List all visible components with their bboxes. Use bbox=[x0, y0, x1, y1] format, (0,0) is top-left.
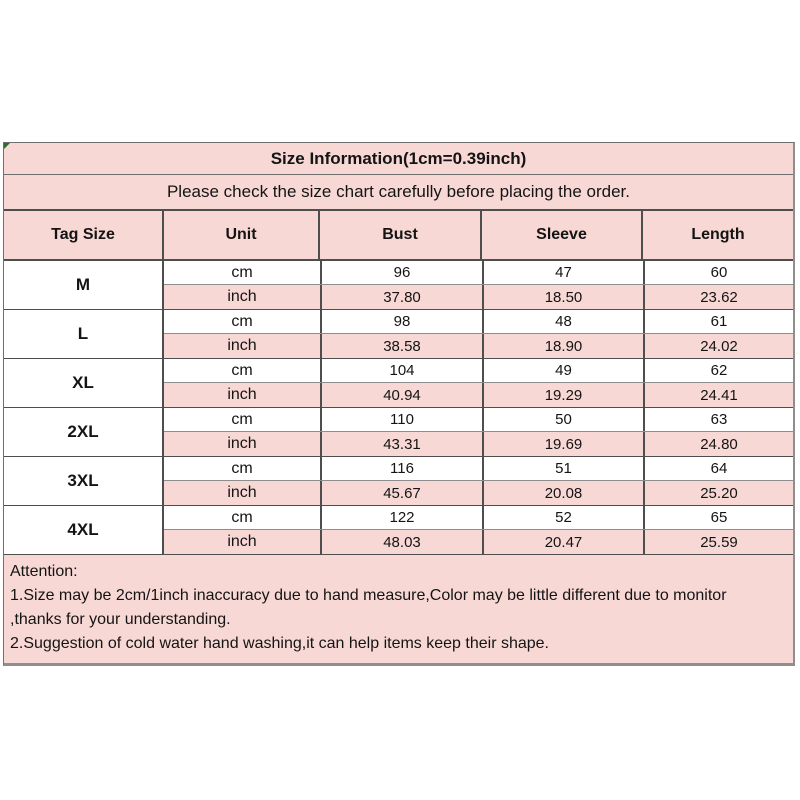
unit-cell: inch bbox=[227, 337, 257, 354]
inch-row bbox=[164, 285, 793, 309]
length-value: 24.41 bbox=[643, 383, 793, 407]
column-header-tag-size: Tag Size bbox=[51, 226, 115, 243]
inch-row bbox=[164, 481, 793, 505]
bust-value: 43.31 bbox=[320, 432, 482, 456]
attention-block bbox=[4, 555, 793, 663]
measurement-rows bbox=[162, 408, 793, 456]
sleeve-value: 52 bbox=[482, 506, 643, 529]
cm-row bbox=[164, 261, 793, 285]
cm-row bbox=[164, 310, 793, 334]
inch-row bbox=[164, 432, 793, 456]
sleeve-value: 20.47 bbox=[482, 530, 643, 554]
unit-cell: inch bbox=[227, 484, 257, 501]
sleeve-value: 20.08 bbox=[482, 481, 643, 505]
bust-value: 122 bbox=[320, 506, 482, 529]
length-value: 61 bbox=[643, 310, 793, 333]
bust-value: 40.94 bbox=[320, 383, 482, 407]
sleeve-value: 18.90 bbox=[482, 334, 643, 358]
attention-heading: Attention: bbox=[10, 563, 78, 580]
cm-row bbox=[164, 359, 793, 383]
length-value: 65 bbox=[643, 506, 793, 529]
sleeve-value: 48 bbox=[482, 310, 643, 333]
size-row-m bbox=[4, 261, 793, 310]
unit-cell: cm bbox=[231, 361, 253, 379]
tag-size-cell: 4XL bbox=[4, 506, 162, 554]
size-chart-table bbox=[3, 142, 795, 666]
measurement-rows bbox=[162, 457, 793, 505]
size-row-l bbox=[4, 310, 793, 359]
table-subtitle: Please check the size chart carefully before placing the order. bbox=[4, 175, 793, 211]
measurement-rows bbox=[162, 310, 793, 358]
column-header-length: Length bbox=[641, 211, 793, 259]
unit-cell: cm bbox=[231, 410, 253, 428]
size-row-2xl bbox=[4, 408, 793, 457]
sleeve-value: 49 bbox=[482, 359, 643, 382]
tag-size-cell: 2XL bbox=[4, 408, 162, 456]
bust-value: 37.80 bbox=[320, 285, 482, 309]
sleeve-value: 19.69 bbox=[482, 432, 643, 456]
bust-value: 98 bbox=[320, 310, 482, 333]
bust-value: 110 bbox=[320, 408, 482, 431]
cm-row bbox=[164, 408, 793, 432]
bust-value: 104 bbox=[320, 359, 482, 382]
length-value: 25.20 bbox=[643, 481, 793, 505]
unit-cell: cm bbox=[231, 459, 253, 477]
column-header-sleeve: Sleeve bbox=[480, 211, 641, 259]
attention-line-2: ,thanks for your understanding. bbox=[10, 611, 231, 628]
inch-row bbox=[164, 334, 793, 358]
unit-cell: cm bbox=[231, 312, 253, 330]
size-row-xl bbox=[4, 359, 793, 408]
measurement-rows bbox=[162, 506, 793, 554]
length-value: 25.59 bbox=[643, 530, 793, 554]
header-row bbox=[4, 211, 793, 261]
unit-cell: inch bbox=[227, 288, 257, 305]
bust-value: 116 bbox=[320, 457, 482, 480]
length-value: 64 bbox=[643, 457, 793, 480]
tag-size-cell: 3XL bbox=[4, 457, 162, 505]
length-value: 23.62 bbox=[643, 285, 793, 309]
measurement-rows bbox=[162, 359, 793, 407]
tag-size-cell: M bbox=[4, 261, 162, 309]
measurement-rows bbox=[162, 261, 793, 309]
cm-row bbox=[164, 457, 793, 481]
size-row-3xl bbox=[4, 457, 793, 506]
length-value: 60 bbox=[643, 261, 793, 284]
inch-row bbox=[164, 383, 793, 407]
table-title: Size Information(1cm=0.39inch) bbox=[4, 143, 793, 175]
length-value: 24.02 bbox=[643, 334, 793, 358]
tag-size-cell: L bbox=[4, 310, 162, 358]
unit-cell: inch bbox=[227, 533, 257, 550]
tag-size-cell: XL bbox=[4, 359, 162, 407]
bust-value: 48.03 bbox=[320, 530, 482, 554]
unit-cell: inch bbox=[227, 386, 257, 403]
unit-cell: inch bbox=[227, 435, 257, 452]
sleeve-value: 18.50 bbox=[482, 285, 643, 309]
length-value: 24.80 bbox=[643, 432, 793, 456]
unit-cell: cm bbox=[231, 508, 253, 526]
sleeve-value: 47 bbox=[482, 261, 643, 284]
length-value: 62 bbox=[643, 359, 793, 382]
inch-row bbox=[164, 530, 793, 554]
table-body bbox=[4, 261, 793, 555]
corner-artifact-icon bbox=[4, 143, 10, 149]
attention-line-3: 2.Suggestion of cold water hand washing,it can help items keep their shape. bbox=[10, 635, 549, 652]
bust-value: 96 bbox=[320, 261, 482, 284]
length-value: 63 bbox=[643, 408, 793, 431]
bust-value: 38.58 bbox=[320, 334, 482, 358]
bust-value: 45.67 bbox=[320, 481, 482, 505]
column-header-bust: Bust bbox=[318, 211, 480, 259]
column-header-unit: Unit bbox=[162, 211, 318, 259]
sleeve-value: 50 bbox=[482, 408, 643, 431]
cm-row bbox=[164, 506, 793, 530]
size-row-4xl bbox=[4, 506, 793, 555]
unit-cell: cm bbox=[231, 263, 253, 281]
sleeve-value: 19.29 bbox=[482, 383, 643, 407]
sleeve-value: 51 bbox=[482, 457, 643, 480]
attention-line-1: 1.Size may be 2cm/1inch inaccuracy due to hand measure,Color may be little different due to monitor bbox=[10, 587, 727, 604]
